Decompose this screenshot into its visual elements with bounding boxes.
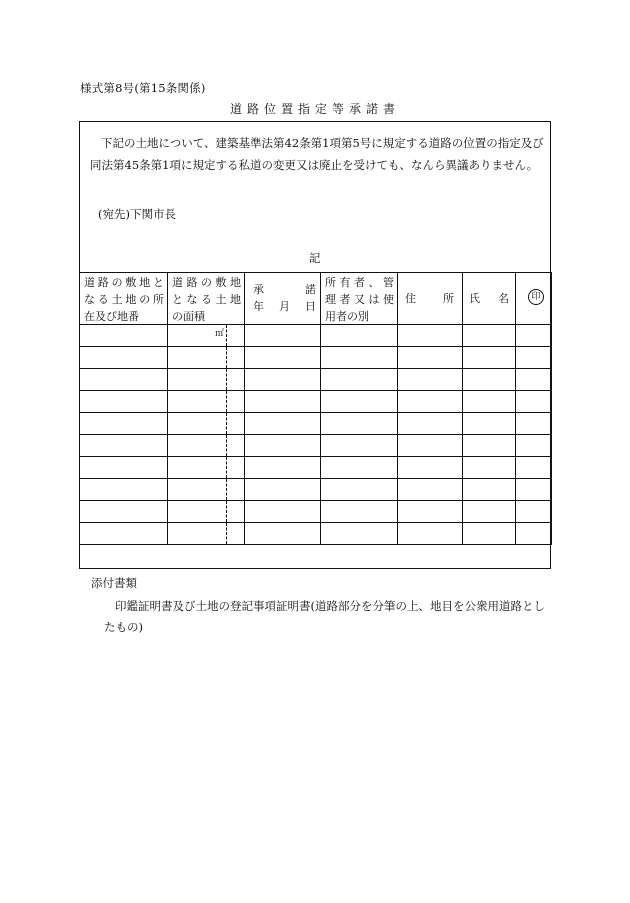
table-cell <box>321 435 398 457</box>
table-cell <box>245 501 321 523</box>
table-cell <box>463 501 516 523</box>
land-table <box>79 272 552 545</box>
table-cell <box>245 391 321 413</box>
decimal-divider <box>226 501 227 522</box>
table-cell <box>463 523 516 545</box>
table-row <box>80 501 552 523</box>
addressee: (宛先)下関市長 <box>98 207 176 221</box>
table-cell <box>398 435 463 457</box>
area-cell <box>168 523 245 545</box>
decimal-divider <box>226 413 227 434</box>
ki-marker: 記 <box>309 251 321 265</box>
table-cell <box>321 501 398 523</box>
form-number-label: 様式第8号(第15条関係) <box>80 81 206 95</box>
area-cell <box>168 325 245 347</box>
area-cell <box>168 457 245 479</box>
decimal-divider <box>226 325 227 346</box>
decimal-divider <box>226 457 227 478</box>
table-row <box>80 435 552 457</box>
area-cell <box>168 413 245 435</box>
table-row <box>80 347 552 369</box>
table-cell <box>398 325 463 347</box>
decimal-divider <box>226 347 227 368</box>
table-cell <box>321 457 398 479</box>
consent-statement: 下記の土地について、建築基準法第42条第1項第5号に規定する道路の位置の指定及び同法第45条第1項に規定する私道の変更又は廃止を受けても、なんら異議ありません。 <box>90 136 544 172</box>
table-cell <box>80 501 168 523</box>
consent-form-frame <box>79 121 551 569</box>
table-cell <box>516 523 552 545</box>
table-cell <box>516 457 552 479</box>
table-cell <box>516 325 552 347</box>
table-cell <box>245 523 321 545</box>
decimal-divider <box>226 435 227 456</box>
document-title: 道路位置指定等承諾書 <box>229 102 400 116</box>
table-cell <box>516 391 552 413</box>
area-cell <box>168 369 245 391</box>
decimal-divider <box>226 523 227 544</box>
table-cell <box>245 413 321 435</box>
table-row <box>80 413 552 435</box>
table-cell <box>398 457 463 479</box>
area-cell <box>168 479 245 501</box>
table-cell <box>321 523 398 545</box>
area-cell <box>168 435 245 457</box>
table-cell <box>516 479 552 501</box>
table-cell <box>463 369 516 391</box>
area-cell <box>168 501 245 523</box>
decimal-divider <box>226 391 227 412</box>
table-cell <box>245 457 321 479</box>
table-cell <box>80 347 168 369</box>
table-cell <box>463 325 516 347</box>
table-cell <box>80 369 168 391</box>
table-cell <box>80 413 168 435</box>
table-cell <box>321 325 398 347</box>
header-area: 道路の敷地 となる土地 の面積 <box>168 273 245 325</box>
table-cell <box>463 347 516 369</box>
table-cell <box>80 325 168 347</box>
table-row <box>80 391 552 413</box>
table-cell <box>463 391 516 413</box>
table-cell <box>80 479 168 501</box>
table-cell <box>398 347 463 369</box>
table-cell <box>398 369 463 391</box>
table-cell <box>398 413 463 435</box>
table-cell <box>398 523 463 545</box>
area-cell <box>168 347 245 369</box>
decimal-divider <box>226 479 227 500</box>
table-cell <box>398 501 463 523</box>
table-cell <box>516 435 552 457</box>
attachments-heading: 添付書類 <box>91 576 137 590</box>
table-cell <box>516 501 552 523</box>
header-seal <box>516 273 552 325</box>
table-row <box>80 369 552 391</box>
table-cell <box>80 457 168 479</box>
table-cell <box>245 435 321 457</box>
table-cell <box>398 391 463 413</box>
table-cell <box>463 479 516 501</box>
header-consent-date: 承 諾 年 月 日 <box>245 273 321 325</box>
decimal-divider <box>226 369 227 390</box>
area-unit: ㎡ <box>214 329 224 339</box>
area-cell <box>168 391 245 413</box>
attachments-text: 印鑑証明書及び土地の登記事項証明書(道路部分を分筆の上、地目を公衆用道路としたもの) <box>104 599 545 634</box>
table-row <box>80 325 552 347</box>
header-location: 道路の敷地と なる土地の所 在及び地番 <box>80 273 168 325</box>
table-cell <box>463 457 516 479</box>
table-cell <box>463 413 516 435</box>
table-row <box>80 523 552 545</box>
table-cell <box>245 347 321 369</box>
table-cell <box>398 479 463 501</box>
header-address: 住 所 <box>398 273 463 325</box>
table-cell <box>463 435 516 457</box>
table-cell <box>516 413 552 435</box>
table-cell <box>245 479 321 501</box>
table-header-row <box>80 273 552 325</box>
table-cell <box>80 523 168 545</box>
table-cell <box>321 479 398 501</box>
table-cell <box>80 391 168 413</box>
table-cell <box>516 369 552 391</box>
table-row <box>80 457 552 479</box>
table-cell <box>321 391 398 413</box>
table-cell <box>516 347 552 369</box>
table-cell <box>321 347 398 369</box>
table-cell <box>321 413 398 435</box>
table-row <box>80 479 552 501</box>
table-cell <box>245 369 321 391</box>
header-name: 氏 名 <box>463 273 516 325</box>
table-cell <box>245 325 321 347</box>
seal-icon: 印 <box>528 289 544 305</box>
table-cell <box>321 369 398 391</box>
table-cell <box>80 435 168 457</box>
header-role: 所有者、管 理者又は使 用者の別 <box>321 273 398 325</box>
